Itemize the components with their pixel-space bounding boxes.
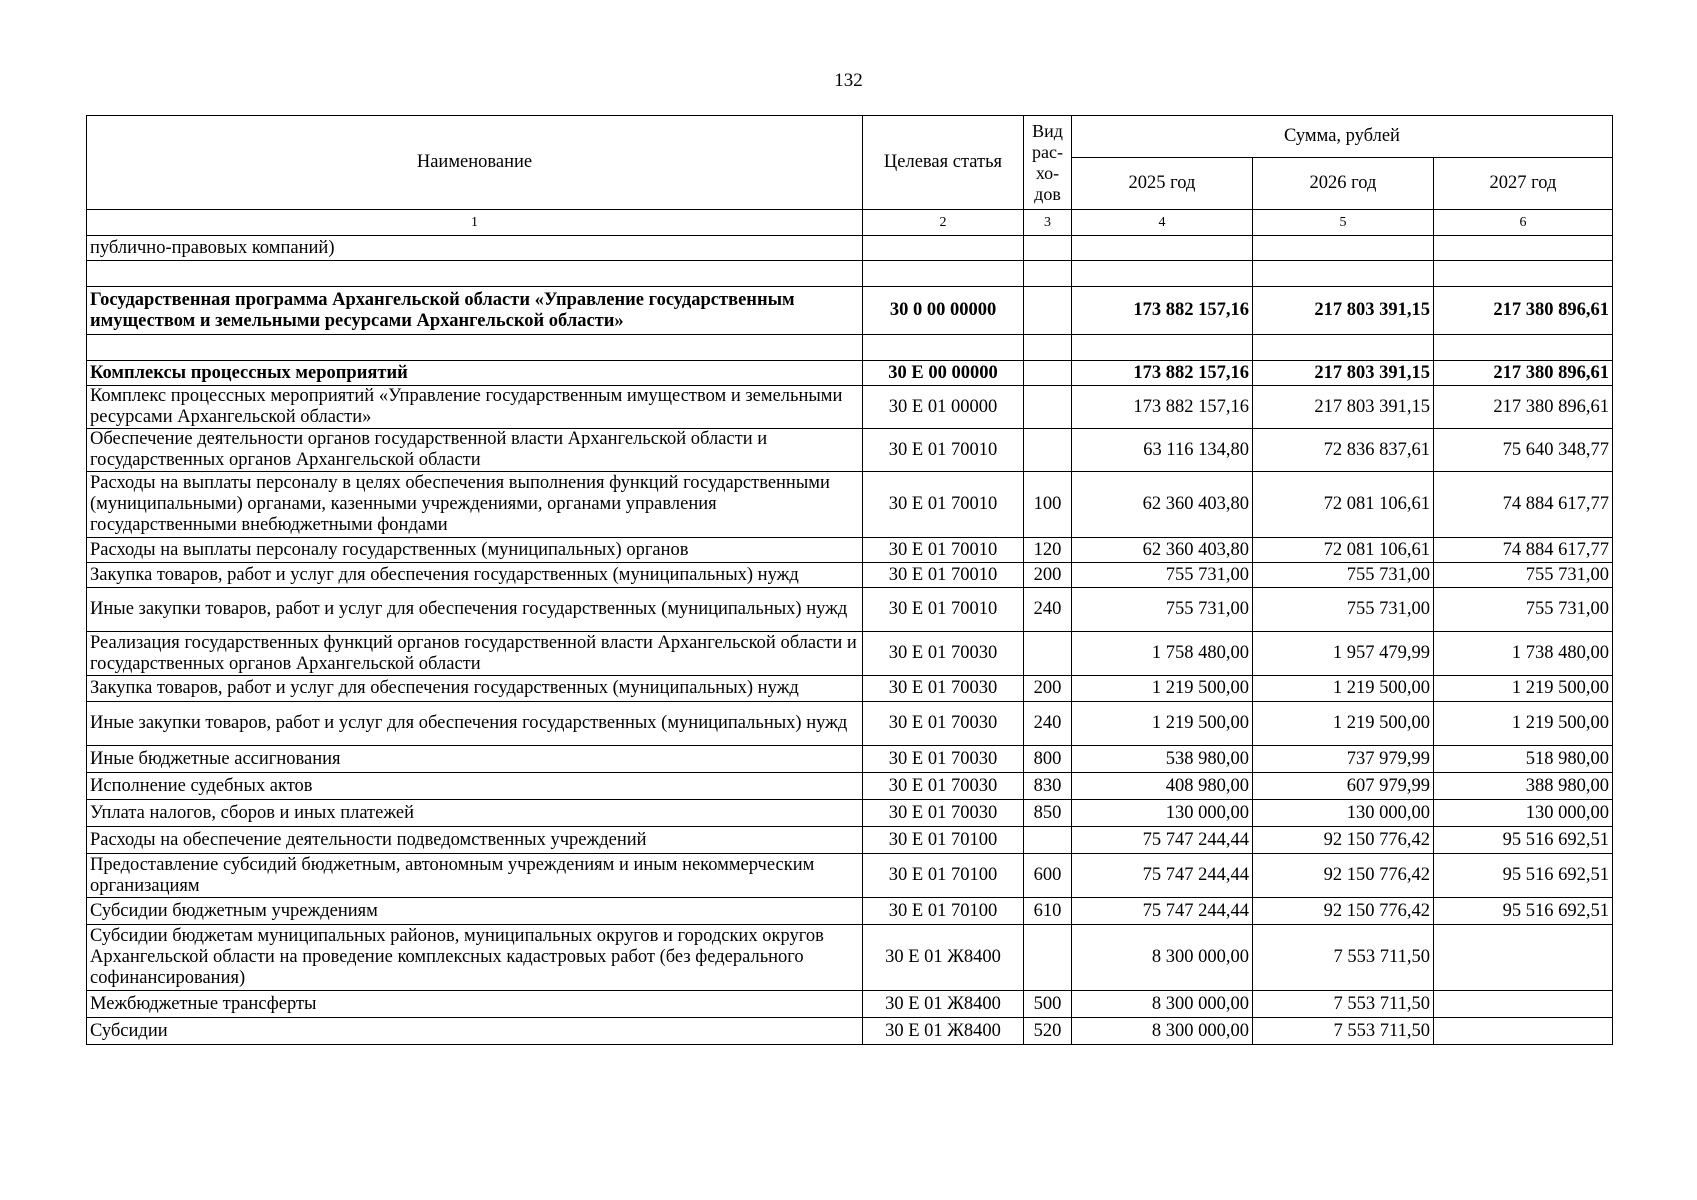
- header-year-2025: 2025 год: [1072, 158, 1253, 210]
- row-expense-type: 240: [1024, 702, 1072, 746]
- row-expense-type: [1024, 361, 1072, 386]
- column-number: 3: [1024, 210, 1072, 236]
- row-expense-type: [1024, 236, 1072, 261]
- row-expense-type: 830: [1024, 773, 1072, 800]
- row-target-article: 30 Е 01 70030: [863, 702, 1024, 746]
- row-expense-type: [1024, 335, 1072, 361]
- row-expense-type: 200: [1024, 563, 1072, 588]
- row-amount-2027: [1434, 236, 1613, 261]
- row-amount-2027: [1434, 335, 1613, 361]
- row-amount-2025: 173 882 157,16: [1072, 287, 1253, 335]
- row-amount-2026: 7 553 711,50: [1253, 1018, 1434, 1045]
- row-name: Субсидии бюджетным учреждениям: [87, 898, 863, 925]
- row-amount-2026: [1253, 236, 1434, 261]
- row-target-article: 30 Е 01 70030: [863, 632, 1024, 676]
- row-target-article: 30 Е 01 70030: [863, 746, 1024, 773]
- row-name: Межбюджетные трансферты: [87, 991, 863, 1018]
- row-amount-2025: 75 747 244,44: [1072, 827, 1253, 854]
- row-target-article: [863, 236, 1024, 261]
- row-expense-type: [1024, 827, 1072, 854]
- row-amount-2027: 75 640 348,77: [1434, 429, 1613, 472]
- row-target-article: 30 Е 01 70100: [863, 854, 1024, 898]
- row-name: Реализация государственных функций органов государственной власти Архангельской области и государственных органов Архангельской области: [87, 632, 863, 676]
- row-name: Иные закупки товаров, работ и услуг для обеспечения государственных (муниципальных) нужд: [87, 702, 863, 746]
- table-row: [87, 991, 1613, 1018]
- page-number: 132: [834, 70, 863, 91]
- row-name: Закупка товаров, работ и услуг для обеспечения государственных (муниципальных) нужд: [87, 676, 863, 702]
- row-expense-type: [1024, 386, 1072, 429]
- row-name: [87, 261, 863, 287]
- table-body: [87, 236, 1613, 1045]
- row-target-article: 30 Е 01 Ж8400: [863, 991, 1024, 1018]
- row-amount-2026: 92 150 776,42: [1253, 827, 1434, 854]
- row-amount-2027: 1 219 500,00: [1434, 702, 1613, 746]
- row-amount-2027: 1 219 500,00: [1434, 676, 1613, 702]
- row-name: Исполнение судебных актов: [87, 773, 863, 800]
- row-expense-type: [1024, 925, 1072, 991]
- row-name: Государственная программа Архангельской области «Управление государственным имуществом и земельными ресурсами Архангельской области»: [87, 287, 863, 335]
- row-amount-2027: 95 516 692,51: [1434, 898, 1613, 925]
- table-row: [87, 236, 1613, 261]
- row-amount-2026: 72 081 106,61: [1253, 472, 1434, 538]
- spacer-row: [87, 335, 1613, 361]
- row-amount-2027: 217 380 896,61: [1434, 287, 1613, 335]
- row-amount-2025: 1 219 500,00: [1072, 676, 1253, 702]
- row-amount-2025: [1072, 261, 1253, 287]
- table-row: [87, 854, 1613, 898]
- table-row: [87, 925, 1613, 991]
- row-name: Закупка товаров, работ и услуг для обеспечения государственных (муниципальных) нужд: [87, 563, 863, 588]
- row-amount-2026: 7 553 711,50: [1253, 991, 1434, 1018]
- table-row: [87, 588, 1613, 632]
- budget-table: [86, 115, 1613, 1045]
- row-amount-2026: 755 731,00: [1253, 563, 1434, 588]
- row-expense-type: [1024, 429, 1072, 472]
- table-row: [87, 563, 1613, 588]
- table-row: [87, 746, 1613, 773]
- table-row: [87, 702, 1613, 746]
- row-amount-2026: [1253, 261, 1434, 287]
- row-amount-2026: 72 836 837,61: [1253, 429, 1434, 472]
- row-amount-2025: 755 731,00: [1072, 588, 1253, 632]
- row-expense-type: 200: [1024, 676, 1072, 702]
- row-amount-2025: [1072, 236, 1253, 261]
- table-row: [87, 632, 1613, 676]
- row-target-article: 30 Е 01 70030: [863, 773, 1024, 800]
- table-row: [87, 386, 1613, 429]
- row-name: публично-правовых компаний): [87, 236, 863, 261]
- table-row: [87, 676, 1613, 702]
- row-amount-2026: 1 219 500,00: [1253, 702, 1434, 746]
- column-number: 1: [87, 210, 863, 236]
- row-amount-2026: [1253, 335, 1434, 361]
- header-year-2027: 2027 год: [1434, 158, 1613, 210]
- column-number: 4: [1072, 210, 1253, 236]
- row-amount-2025: [1072, 335, 1253, 361]
- row-target-article: 30 Е 01 70030: [863, 800, 1024, 827]
- column-number-row: [87, 210, 1613, 236]
- row-amount-2027: [1434, 925, 1613, 991]
- row-name: Предоставление субсидий бюджетным, автономным учреждениям и иным некоммерческим организациям: [87, 854, 863, 898]
- row-amount-2027: 74 884 617,77: [1434, 472, 1613, 538]
- row-target-article: 30 Е 01 70010: [863, 538, 1024, 563]
- row-amount-2027: 518 980,00: [1434, 746, 1613, 773]
- spacer-row: [87, 261, 1613, 287]
- header-target-article: Целевая статья: [863, 116, 1024, 210]
- row-amount-2027: 755 731,00: [1434, 588, 1613, 632]
- row-target-article: [863, 335, 1024, 361]
- row-amount-2026: 1 957 479,99: [1253, 632, 1434, 676]
- row-amount-2027: 95 516 692,51: [1434, 854, 1613, 898]
- header-sum: Сумма, рублей: [1072, 116, 1613, 158]
- row-amount-2025: 173 882 157,16: [1072, 386, 1253, 429]
- row-target-article: 30 Е 01 00000: [863, 386, 1024, 429]
- row-amount-2025: 8 300 000,00: [1072, 1018, 1253, 1045]
- row-target-article: 30 Е 01 70010: [863, 472, 1024, 538]
- row-amount-2025: 62 360 403,80: [1072, 538, 1253, 563]
- row-amount-2026: 737 979,99: [1253, 746, 1434, 773]
- row-amount-2025: 8 300 000,00: [1072, 991, 1253, 1018]
- row-target-article: 30 0 00 00000: [863, 287, 1024, 335]
- row-amount-2026: 217 803 391,15: [1253, 386, 1434, 429]
- row-amount-2025: 62 360 403,80: [1072, 472, 1253, 538]
- row-amount-2026: 72 081 106,61: [1253, 538, 1434, 563]
- row-expense-type: 850: [1024, 800, 1072, 827]
- row-expense-type: 500: [1024, 991, 1072, 1018]
- row-amount-2026: 755 731,00: [1253, 588, 1434, 632]
- column-number: 5: [1253, 210, 1434, 236]
- column-number: 2: [863, 210, 1024, 236]
- row-amount-2026: 92 150 776,42: [1253, 898, 1434, 925]
- table-row: [87, 472, 1613, 538]
- row-target-article: 30 Е 01 70030: [863, 676, 1024, 702]
- row-amount-2026: 217 803 391,15: [1253, 287, 1434, 335]
- row-name: Расходы на обеспечение деятельности подведомственных учреждений: [87, 827, 863, 854]
- row-expense-type: 600: [1024, 854, 1072, 898]
- table-row: [87, 429, 1613, 472]
- row-amount-2025: 1 219 500,00: [1072, 702, 1253, 746]
- row-target-article: 30 Е 01 Ж8400: [863, 1018, 1024, 1045]
- row-expense-type: [1024, 287, 1072, 335]
- table-row: [87, 538, 1613, 563]
- row-target-article: 30 Е 01 70010: [863, 588, 1024, 632]
- row-amount-2027: 755 731,00: [1434, 563, 1613, 588]
- row-amount-2027: 217 380 896,61: [1434, 361, 1613, 386]
- row-amount-2025: 75 747 244,44: [1072, 854, 1253, 898]
- row-amount-2027: 1 738 480,00: [1434, 632, 1613, 676]
- table-row: [87, 827, 1613, 854]
- row-amount-2025: 538 980,00: [1072, 746, 1253, 773]
- row-name: Иные закупки товаров, работ и услуг для обеспечения государственных (муниципальных) нужд: [87, 588, 863, 632]
- table-row: [87, 1018, 1613, 1045]
- row-amount-2027: 74 884 617,77: [1434, 538, 1613, 563]
- row-amount-2027: 130 000,00: [1434, 800, 1613, 827]
- header-name: Наименование: [87, 116, 863, 210]
- row-name: Субсидии: [87, 1018, 863, 1045]
- row-expense-type: [1024, 261, 1072, 287]
- table-row: [87, 773, 1613, 800]
- row-amount-2026: 92 150 776,42: [1253, 854, 1434, 898]
- row-name: [87, 335, 863, 361]
- row-amount-2026: 607 979,99: [1253, 773, 1434, 800]
- row-amount-2027: [1434, 991, 1613, 1018]
- row-amount-2027: 95 516 692,51: [1434, 827, 1613, 854]
- row-amount-2027: [1434, 261, 1613, 287]
- row-amount-2025: 173 882 157,16: [1072, 361, 1253, 386]
- table-row: [87, 898, 1613, 925]
- row-amount-2026: 217 803 391,15: [1253, 361, 1434, 386]
- row-expense-type: 800: [1024, 746, 1072, 773]
- row-target-article: 30 Е 01 70010: [863, 429, 1024, 472]
- table-row: [87, 361, 1613, 386]
- row-expense-type: 100: [1024, 472, 1072, 538]
- row-expense-type: 520: [1024, 1018, 1072, 1045]
- row-amount-2025: 755 731,00: [1072, 563, 1253, 588]
- table-row: [87, 287, 1613, 335]
- row-expense-type: 120: [1024, 538, 1072, 563]
- row-name: Комплекс процессных мероприятий «Управление государственным имуществом и земельными ресурсами Архангельской области»: [87, 386, 863, 429]
- row-target-article: 30 Е 00 00000: [863, 361, 1024, 386]
- row-target-article: 30 Е 01 Ж8400: [863, 925, 1024, 991]
- row-amount-2027: [1434, 1018, 1613, 1045]
- row-amount-2025: 8 300 000,00: [1072, 925, 1253, 991]
- row-amount-2025: 1 758 480,00: [1072, 632, 1253, 676]
- header-expense-type: Вид рас-хо-дов: [1024, 116, 1072, 210]
- row-target-article: [863, 261, 1024, 287]
- row-target-article: 30 Е 01 70100: [863, 898, 1024, 925]
- row-target-article: 30 Е 01 70010: [863, 563, 1024, 588]
- row-amount-2026: 1 219 500,00: [1253, 676, 1434, 702]
- row-amount-2025: 63 116 134,80: [1072, 429, 1253, 472]
- row-amount-2025: 130 000,00: [1072, 800, 1253, 827]
- row-name: Обеспечение деятельности органов государственной власти Архангельской области и государственных органов Архангельской области: [87, 429, 863, 472]
- header-year-2026: 2026 год: [1253, 158, 1434, 210]
- row-expense-type: 240: [1024, 588, 1072, 632]
- row-amount-2025: 75 747 244,44: [1072, 898, 1253, 925]
- row-amount-2026: 130 000,00: [1253, 800, 1434, 827]
- row-name: Комплексы процессных мероприятий: [87, 361, 863, 386]
- column-number: 6: [1434, 210, 1613, 236]
- row-amount-2027: 388 980,00: [1434, 773, 1613, 800]
- row-name: Субсидии бюджетам муниципальных районов, муниципальных округов и городских округов Архангельской области на проведение комплексных кадастровых работ (без федерального софинансирования): [87, 925, 863, 991]
- table-header: [87, 116, 1613, 236]
- row-target-article: 30 Е 01 70100: [863, 827, 1024, 854]
- row-name: Уплата налогов, сборов и иных платежей: [87, 800, 863, 827]
- row-amount-2025: 408 980,00: [1072, 773, 1253, 800]
- row-amount-2026: 7 553 711,50: [1253, 925, 1434, 991]
- row-name: Расходы на выплаты персоналу в целях обеспечения выполнения функций государственными (муниципальными) органами, казенными учреждениями, органами управления государственными внебюджетными фондами: [87, 472, 863, 538]
- row-name: Иные бюджетные ассигнования: [87, 746, 863, 773]
- table-row: [87, 800, 1613, 827]
- row-expense-type: 610: [1024, 898, 1072, 925]
- row-expense-type: [1024, 632, 1072, 676]
- row-name: Расходы на выплаты персоналу государственных (муниципальных) органов: [87, 538, 863, 563]
- row-amount-2027: 217 380 896,61: [1434, 386, 1613, 429]
